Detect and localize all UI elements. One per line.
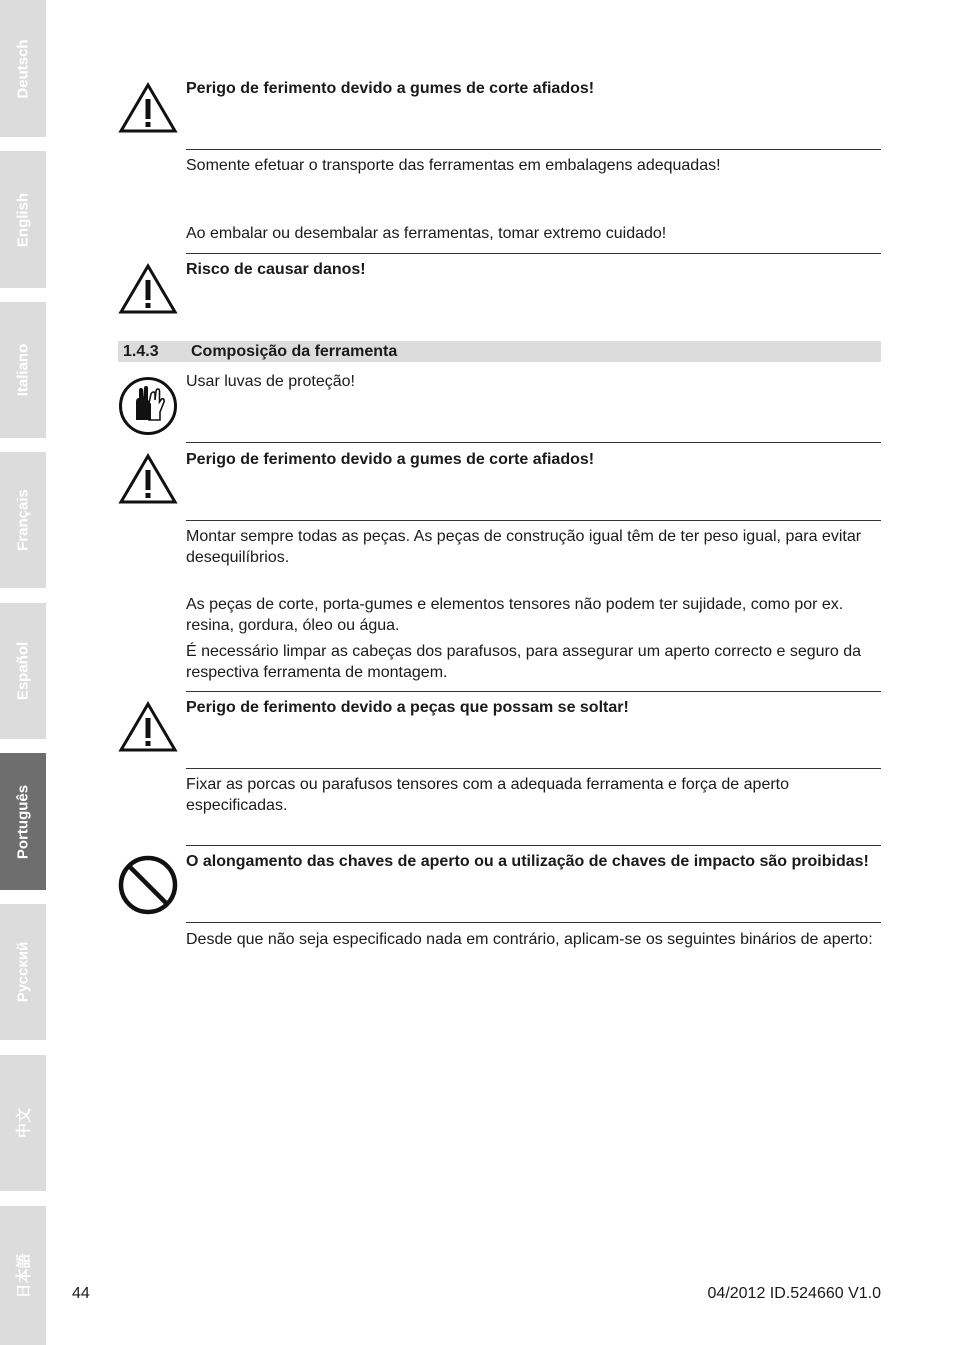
- warning-triangle-icon: [118, 82, 178, 134]
- lang-tab-chinese[interactable]: [0, 1055, 46, 1191]
- warning-title: Perigo de ferimento devido a gumes de corte afiados!: [186, 451, 595, 468]
- divider: [186, 768, 881, 769]
- instruction-text: Usar luvas de proteção!: [186, 373, 355, 390]
- warning-triangle-icon: [118, 263, 178, 315]
- lang-tab-label: Français: [14, 489, 32, 551]
- gloves-icon: [118, 376, 178, 436]
- instruction-text: Somente efetuar o transporte das ferramentas em embalagens adequadas!: [186, 157, 721, 174]
- lang-tab-deutsch[interactable]: [0, 0, 46, 137]
- instruction-text: Montar sempre todas as peças. As peças de construção igual têm de ter peso igual, para evitar desequilíbrios.: [186, 528, 862, 566]
- lang-tab-label: Italiano: [14, 343, 32, 397]
- page-number: 44: [72, 1285, 90, 1302]
- divider: [186, 442, 881, 443]
- lang-tab-francais[interactable]: [0, 452, 46, 588]
- lang-tab-japanese[interactable]: [0, 1206, 46, 1345]
- divider: [186, 253, 881, 254]
- section-number: 1.4.3: [123, 343, 159, 360]
- lang-tab-label: Deutsch: [14, 38, 32, 99]
- instruction-text: É necessário limpar as cabeças dos parafusos, para assegurar um aperto correcto e seguro da respectiva ferramenta de montagem.: [186, 643, 862, 681]
- lang-tab-label: 日本語: [15, 1252, 33, 1299]
- instruction-text: Ao embalar ou desembalar as ferramentas, tomar extremo cuidado!: [186, 225, 667, 242]
- lang-tab-italiano[interactable]: [0, 302, 46, 438]
- lang-tab-label: 中文: [15, 1107, 33, 1139]
- lang-tab-label: Português: [14, 784, 32, 859]
- warning-triangle-icon: [118, 453, 178, 505]
- warning-triangle-icon: [118, 701, 178, 753]
- instruction-text: Fixar as porcas ou parafusos tensores com a adequada ferramenta e força de aperto especificadas.: [186, 776, 790, 814]
- divider: [186, 691, 881, 692]
- prohibition-icon: [118, 855, 178, 915]
- lang-tab-espanol[interactable]: [0, 603, 46, 739]
- lang-tab-label: English: [14, 192, 32, 247]
- divider: [186, 520, 881, 521]
- instruction-text: Desde que não seja especificado nada em contrário, aplicam-se os seguintes binários de aperto:: [186, 931, 873, 948]
- instruction-text: As peças de corte, porta-gumes e elementos tensores não podem ter sujidade, como por ex. resina, gordura, óleo ou água.: [186, 596, 844, 634]
- section-title: Composição da ferramenta: [191, 343, 398, 360]
- warning-title: Risco de causar danos!: [186, 261, 366, 278]
- lang-tab-english[interactable]: [0, 151, 46, 288]
- lang-tab-portugues[interactable]: [0, 753, 46, 890]
- divider: [186, 149, 881, 150]
- lang-tab-label: Español: [14, 641, 32, 701]
- section-heading: [118, 341, 881, 362]
- warning-title: Perigo de ferimento devido a peças que possam se soltar!: [186, 699, 629, 716]
- document-id: 04/2012 ID.524660 V1.0: [707, 1285, 881, 1302]
- lang-tab-russian[interactable]: [0, 904, 46, 1040]
- divider: [186, 922, 881, 923]
- divider: [186, 845, 881, 846]
- prohibition-title: O alongamento das chaves de aperto ou a utilização de chaves de impacto são proibidas!: [186, 853, 869, 870]
- warning-title: Perigo de ferimento devido a gumes de corte afiados!: [186, 80, 595, 97]
- lang-tab-label: Русский: [14, 941, 32, 1003]
